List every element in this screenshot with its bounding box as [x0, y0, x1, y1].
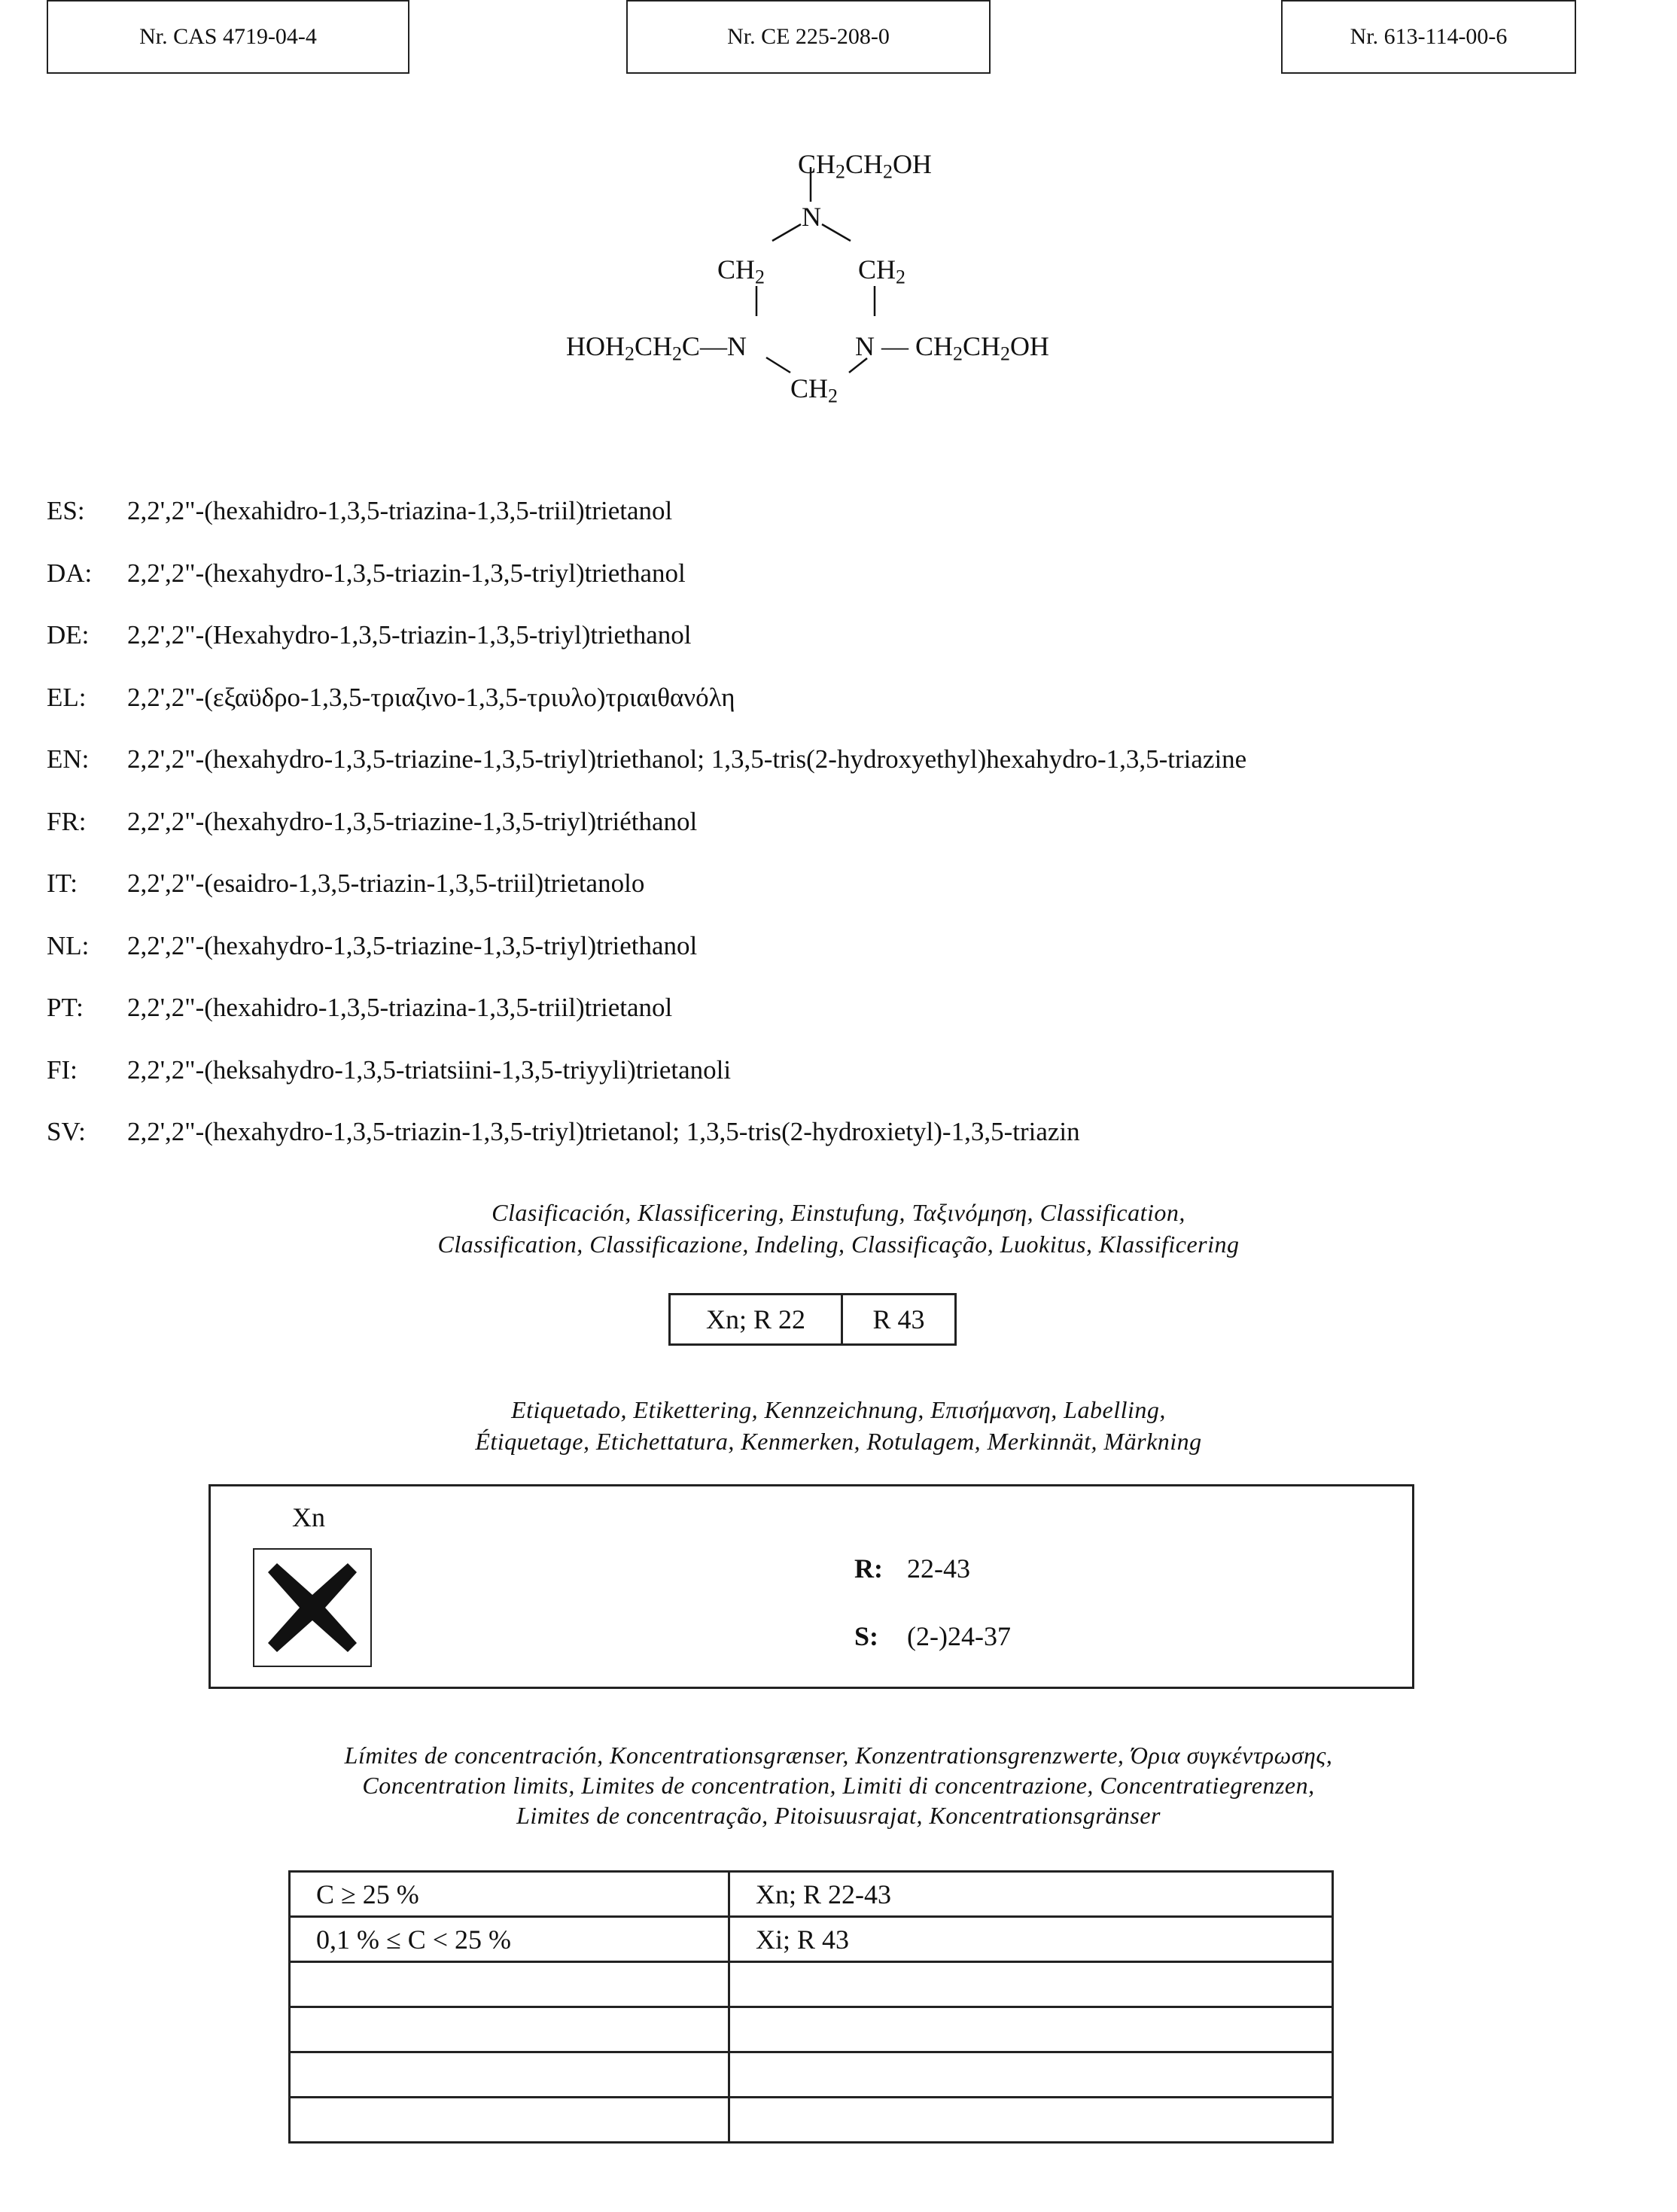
bond-bl-bottom: [766, 358, 790, 373]
classification-result-cell: [729, 2007, 1333, 2052]
language-code: EN:: [47, 744, 90, 774]
language-code: EL:: [47, 682, 87, 712]
classification-result-cell: [729, 2098, 1333, 2143]
chemical-name: 2,2',2"-(Hexahydro-1,3,5-triazin-1,3,5-triyl)triethanol: [127, 620, 692, 650]
language-code: IT:: [47, 869, 78, 899]
language-code: DA:: [47, 558, 93, 588]
chemical-name: 2,2',2"-(hexahydro-1,3,5-triazine-1,3,5-triyl)triethanol: [127, 930, 698, 960]
classification-result-cell: Xn; R 22-43: [729, 1872, 1333, 1917]
chemical-name: 2,2',2"-(hexahydro-1,3,5-triazine-1,3,5-triyl)triethanol; 1,3,5-tris(2-hydroxyethyl)hexahydro-1,3,5-triazine: [127, 744, 1247, 774]
chemical-name: 2,2',2"-(hexahidro-1,3,5-triazina-1,3,5-triil)trietanol: [127, 496, 673, 526]
concentration-row: [290, 2098, 1333, 2143]
s-phrases-value: (2-)24-37: [907, 1621, 1011, 1651]
top-nitrogen: N: [802, 202, 821, 232]
cas-number: Nr. CAS 4719-04-4: [139, 24, 317, 49]
language-code: FI:: [47, 1054, 78, 1085]
language-code: ES:: [47, 496, 85, 526]
chemical-name: 2,2',2"-(εξαϋδρο-1,3,5-τριαζινο-1,3,5-τριυλο)τριαιθανόλη: [127, 682, 735, 712]
hazard-symbol: [253, 1548, 372, 1667]
concentration-range-cell: [290, 2007, 729, 2052]
chemical-name: 2,2',2"-(heksahydro-1,3,5-triatsiini-1,3,5-triyyli)trietanoli: [127, 1054, 732, 1085]
concentration-range-cell: [290, 2052, 729, 2098]
right-ch2: $CH_2$: [858, 254, 905, 288]
concentration-limits-table: [288, 1870, 1334, 2144]
name-row: [47, 1101, 1627, 1164]
bond-n-right: [822, 224, 851, 241]
st-andrews-cross-icon: [254, 1550, 370, 1666]
classification-result-cell: Xi; R 43: [729, 1917, 1333, 1962]
cas-number-box: [47, 0, 409, 74]
hazard-code: Xn: [292, 1502, 325, 1532]
language-code: DE:: [47, 620, 90, 650]
classification-heading: Clasificación, Klassificering, Einstufung, Ταξινόμηση, Classification, Classification, Classificazione, Indeling, Classificação, Luokitus, Klassificering: [437, 1199, 1240, 1258]
concentration-row: [290, 2007, 1333, 2052]
concentration-row: [290, 1872, 1333, 1917]
classification-cell: Xn; R 22: [671, 1295, 843, 1343]
name-row: [47, 915, 1627, 978]
concentration-row: [290, 1962, 1333, 2007]
concentration-limits-heading: Límites de concentración, Koncentrationsgrænser, Konzentrationsgrenzwerte, Όρια συγκέντρωσης, Concentration limits, Limites de concentration, Limiti di concentrazione, Concentratiegrenzen, Limites de concentração, Pitoisuusrajat, Koncentrationsgränser: [344, 1742, 1333, 1829]
chemical-name: 2,2',2"-(esaidro-1,3,5-triazin-1,3,5-triil)trietanolo: [127, 869, 645, 899]
chemical-name: 2,2',2"-(hexahidro-1,3,5-triazina-1,3,5-triil)trietanol: [127, 993, 673, 1023]
concentration-row: [290, 1917, 1333, 1962]
ce-number-box: [626, 0, 991, 74]
name-row: [47, 729, 1627, 791]
s-phrases-label: S:: [854, 1621, 879, 1651]
name-row: [47, 543, 1627, 605]
language-code: PT:: [47, 993, 84, 1023]
index-number: Nr. 613-114-00-6: [1350, 24, 1508, 49]
name-row: [47, 667, 1627, 729]
name-row: [47, 853, 1627, 915]
concentration-row: [290, 2052, 1333, 2098]
name-row: [47, 977, 1627, 1039]
concentration-range-cell: [290, 2098, 729, 2143]
name-row: [47, 480, 1627, 543]
top-substituent: $CH_2CH_2OH$: [798, 149, 932, 183]
r-phrases-label: R:: [854, 1553, 883, 1584]
chemical-names-list: [47, 480, 1627, 1164]
right-substituent: N — $CH_2CH_2OH$: [855, 331, 1049, 365]
r-phrases-value: 22-43: [907, 1553, 970, 1584]
concentration-range-cell: 0,1 % ≤ C < 25 %: [290, 1917, 729, 1962]
concentration-range-cell: [290, 1962, 729, 2007]
name-row: [47, 1039, 1627, 1102]
concentration-range-cell: C ≥ 25 %: [290, 1872, 729, 1917]
language-code: FR:: [47, 806, 87, 836]
labelling-box: [208, 1484, 1414, 1689]
left-substituent: $HOH_2CH_2C—N$: [566, 331, 747, 365]
classification-result-cell: [729, 2052, 1333, 2098]
chemical-name: 2,2',2"-(hexahydro-1,3,5-triazin-1,3,5-triyl)triethanol: [127, 558, 686, 588]
language-code: NL:: [47, 930, 90, 960]
bottom-ch2: $CH_2$: [790, 373, 838, 407]
chemical-name: 2,2',2"-(hexahydro-1,3,5-triazin-1,3,5-triyl)trietanol; 1,3,5-tris(2-hydroxietyl)-1,3,5-triazin: [127, 1117, 1080, 1147]
structural-formula: [527, 135, 1129, 421]
index-number-box: [1281, 0, 1576, 74]
name-row: [47, 791, 1627, 853]
language-code: SV:: [47, 1117, 86, 1147]
chemical-name: 2,2',2"-(hexahydro-1,3,5-triazine-1,3,5-triyl)triéthanol: [127, 806, 698, 836]
bond-n-left: [772, 224, 801, 241]
ce-number: Nr. CE 225-208-0: [727, 24, 890, 49]
left-ch2: $CH_2$: [717, 254, 765, 288]
classification-result-cell: [729, 1962, 1333, 2007]
classification-cell: R 43: [872, 1304, 925, 1334]
classification-table: [668, 1293, 957, 1346]
labelling-heading: Etiquetado, Etikettering, Kennzeichnung, Επισήμανση, Labelling, Étiquetage, Etichettatura, Kenmerken, Rotulagem, Merkinnät, Märkning: [475, 1396, 1202, 1455]
name-row: [47, 604, 1627, 667]
